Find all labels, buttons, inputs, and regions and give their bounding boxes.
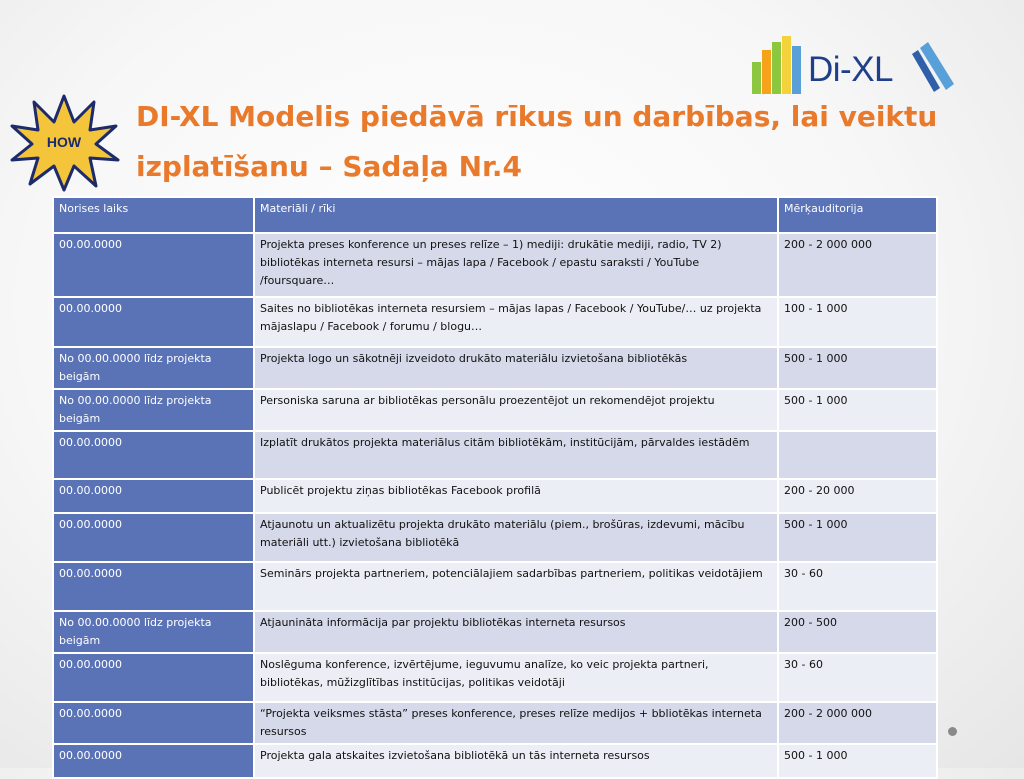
table-row <box>53 611 937 653</box>
materials-cell: Noslēguma konference, izvērtējume, ieguvumu analīze, ko veic projekta partneri, bibliotēkas, mūžizglītības institūcijas, politikas veidotāji <box>254 653 778 702</box>
audience-cell: 200 - 2 000 000 <box>778 702 937 744</box>
audience-cell: 30 - 60 <box>778 653 937 702</box>
audience-cell <box>778 431 937 479</box>
audience-cell: 500 - 1 000 <box>778 347 937 389</box>
di-xl-logo <box>748 36 956 100</box>
timing-cell: 00.00.0000 <box>53 513 254 562</box>
timing-cell: No 00.00.0000 līdz projekta beigām <box>53 611 254 653</box>
materials-cell: Projekta preses konference un preses relīze – 1) mediji: drukātie mediji, radio, TV 2) bibliotēkas interneta resursi – mājas lapa / Facebook / epastu saraksti / YouTube /foursquare… <box>254 233 778 297</box>
audience-cell: 100 - 1 000 <box>778 297 937 347</box>
materials-cell: “Projekta veiksmes stāsta” preses konference, preses relīze medijos + bbliotēkas interneta resursos <box>254 702 778 744</box>
audience-cell: 200 - 2 000 000 <box>778 233 937 297</box>
dissemination-table <box>52 196 936 779</box>
audience-cell: 500 - 1 000 <box>778 513 937 562</box>
logo-text: Di-XL <box>808 50 894 89</box>
timing-cell: 00.00.0000 <box>53 744 254 778</box>
how-badge <box>8 92 120 192</box>
timing-cell: 00.00.0000 <box>53 431 254 479</box>
timing-cell: 00.00.0000 <box>53 702 254 744</box>
column-header-materials: Materiāli / rīki <box>254 197 778 233</box>
audience-cell: 200 - 500 <box>778 611 937 653</box>
table-row <box>53 431 937 479</box>
timing-cell: 00.00.0000 <box>53 562 254 611</box>
timing-cell: 00.00.0000 <box>53 297 254 347</box>
materials-cell: Personiska saruna ar bibliotēkas personālu proezentējot un rekomendējot projektu <box>254 389 778 431</box>
materials-cell: Saites no bibliotēkas interneta resursiem – mājas lapas / Facebook / YouTube/… uz projekta mājaslapu / Facebook / forumu / blogu… <box>254 297 778 347</box>
table-row <box>53 347 937 389</box>
audience-cell: 30 - 60 <box>778 562 937 611</box>
materials-cell: Projekta logo un sākotnēji izveidoto drukāto materiālu izvietošana bibliotēkās <box>254 347 778 389</box>
audience-cell: 200 - 20 000 <box>778 479 937 513</box>
table-row <box>53 702 937 744</box>
table-row <box>53 233 937 297</box>
timing-cell: 00.00.0000 <box>53 653 254 702</box>
timing-cell: No 00.00.0000 līdz projekta beigām <box>53 389 254 431</box>
table-row <box>53 389 937 431</box>
timing-cell: 00.00.0000 <box>53 479 254 513</box>
table-row <box>53 297 937 347</box>
table-row <box>53 653 937 702</box>
table-header-row <box>53 197 937 233</box>
audience-cell: 500 - 1 000 <box>778 744 937 778</box>
materials-cell: Publicēt projektu ziņas bibliotēkas Facebook profilā <box>254 479 778 513</box>
column-header-timing: Norises laiks <box>53 197 254 233</box>
materials-cell: Atjaunināta informācija par projektu bibliotēkas interneta resursos <box>254 611 778 653</box>
materials-cell: Projekta gala atskaites izvietošana bibliotēkā un tās interneta resursos <box>254 744 778 778</box>
slide-dot <box>948 727 957 736</box>
materials-cell: Seminārs projekta partneriem, potenciālajiem sadarbības partneriem, politikas veidotājiem <box>254 562 778 611</box>
column-header-audience: Mērķauditorija <box>778 197 937 233</box>
materials-cell: Atjaunotu un aktualizētu projekta drukāto materiālu (piem., brošūras, izdevumi, mācību materiāli utt.) izvietošana bibliotēkā <box>254 513 778 562</box>
timing-cell: 00.00.0000 <box>53 233 254 297</box>
table-row <box>53 513 937 562</box>
page-title: DI-XL Modelis piedāvā rīkus un darbības, lai veiktu izplatīšanu – Sadaļa Nr.4 <box>136 100 938 183</box>
table-row <box>53 744 937 778</box>
table-row <box>53 479 937 513</box>
audience-cell: 500 - 1 000 <box>778 389 937 431</box>
timing-cell: No 00.00.0000 līdz projekta beigām <box>53 347 254 389</box>
table-row <box>53 562 937 611</box>
materials-cell: Izplatīt drukātos projekta materiālus citām bibliotēkām, institūcijām, pārvaldes iestādēm <box>254 431 778 479</box>
how-label: HOW <box>46 134 82 150</box>
